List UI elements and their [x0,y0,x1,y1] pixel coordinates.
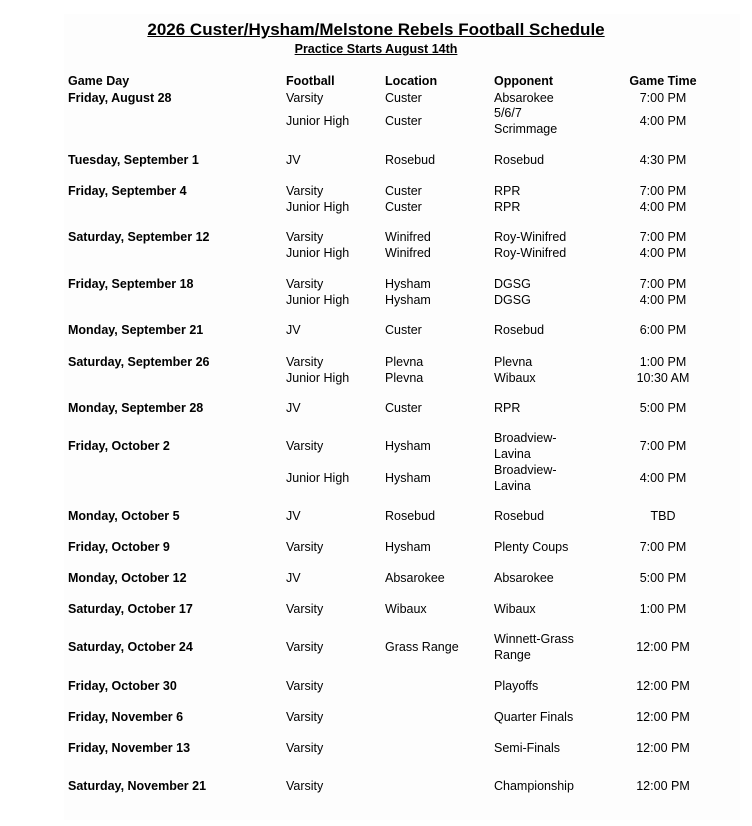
row-opponent: Winnett-Grass [494,632,574,646]
row-opponent: DGSG [494,293,531,307]
row-game-time: 5:00 PM [639,571,687,585]
row-game-time: 12:00 PM [636,741,690,755]
row-football-level: Varsity [286,640,324,654]
row-game-day: Monday, October 12 [68,571,187,585]
row-opponent-line2: Range [494,648,531,662]
row-location: Custer [385,200,422,214]
row-football-level: Varsity [286,540,324,554]
row-football-level: Junior High [286,293,350,307]
row-game-time: 4:00 PM [639,114,687,128]
row-football-level: Junior High [286,471,350,485]
row-opponent: 5/6/7 [494,106,522,120]
row-location: Wibaux [385,602,427,616]
row-game-day: Friday, October 9 [68,540,170,554]
row-location: Plevna [385,355,424,369]
row-opponent: RPR [494,401,521,415]
row-game-time: 4:00 PM [639,471,687,485]
row-football-level: JV [286,401,301,415]
row-football-level: Junior High [286,246,350,260]
row-location: Hysham [385,540,431,554]
header-location: Location [385,74,438,88]
row-game-day: Friday, October 2 [68,439,170,453]
row-game-day: Monday, September 28 [68,401,204,415]
row-game-time: 7:00 PM [639,91,687,105]
row-football-level: Varsity [286,679,324,693]
header-game-day: Game Day [68,74,130,88]
row-game-time: 4:00 PM [639,200,687,214]
row-opponent: Broadview- [494,463,557,477]
row-game-day: Friday, September 18 [68,277,194,291]
row-game-day: Monday, October 5 [68,509,180,523]
row-football-level: Varsity [286,602,324,616]
row-game-time: 1:00 PM [639,355,687,369]
header-game-time: Game Time [629,74,697,88]
row-football-level: Varsity [286,710,324,724]
row-opponent: Rosebud [494,509,545,523]
row-game-day: Saturday, September 12 [68,230,210,244]
row-game-time: 4:00 PM [639,246,687,260]
row-location: Rosebud [385,509,436,523]
row-location: Absarokee [385,571,445,585]
row-football-level: Junior High [286,114,350,128]
row-football-level: Junior High [286,200,350,214]
row-opponent: Semi-Finals [494,741,560,755]
row-football-level: JV [286,323,301,337]
row-opponent: Absarokee [494,91,554,105]
row-game-time: 12:00 PM [636,779,690,793]
row-game-time: 7:00 PM [639,277,687,291]
row-game-day: Tuesday, September 1 [68,153,199,167]
row-location: Rosebud [385,153,436,167]
row-opponent: Wibaux [494,602,536,616]
row-game-day: Friday, August 28 [68,91,172,105]
row-location: Custer [385,184,422,198]
row-game-time: 12:00 PM [636,679,690,693]
row-opponent: Quarter Finals [494,710,574,724]
row-game-day: Monday, September 21 [68,323,204,337]
row-location: Hysham [385,439,431,453]
row-opponent: Roy-Winifred [494,246,567,260]
row-game-time: 4:30 PM [639,153,687,167]
row-opponent: Absarokee [494,571,554,585]
row-football-level: JV [286,571,301,585]
row-game-time: 12:00 PM [636,710,690,724]
row-football-level: Varsity [286,741,324,755]
row-game-time: 5:00 PM [639,401,687,415]
row-game-time: 4:00 PM [639,293,687,307]
row-game-time: 7:00 PM [639,184,687,198]
header-opponent: Opponent [494,74,554,88]
row-game-time: 10:30 AM [636,371,690,385]
row-football-level: Varsity [286,91,324,105]
row-opponent: Roy-Winifred [494,230,567,244]
row-football-level: Varsity [286,184,324,198]
row-football-level: Varsity [286,779,324,793]
row-game-day: Friday, November 13 [68,741,191,755]
row-game-day: Friday, October 30 [68,679,177,693]
row-location: Hysham [385,471,431,485]
row-game-time: TBD [650,509,676,523]
page-subtitle: Practice Starts August 14th [294,42,458,56]
row-location: Hysham [385,277,431,291]
row-football-level: Varsity [286,439,324,453]
row-opponent: Wibaux [494,371,536,385]
row-opponent-line2: Lavina [494,479,531,493]
document-page [64,14,740,820]
row-opponent-line2: Lavina [494,447,531,461]
page-title: 2026 Custer/Hysham/Melstone Rebels Football Schedule [147,20,605,39]
row-location: Plevna [385,371,424,385]
row-location: Custer [385,114,422,128]
row-location: Hysham [385,293,431,307]
row-game-time: 12:00 PM [636,640,690,654]
row-game-time: 7:00 PM [639,540,687,554]
row-location: Custer [385,91,422,105]
row-opponent: Rosebud [494,153,545,167]
row-game-day: Saturday, September 26 [68,355,210,369]
row-game-day: Friday, September 4 [68,184,187,198]
row-location: Winifred [385,246,431,260]
row-football-level: Varsity [286,355,324,369]
row-opponent: DGSG [494,277,531,291]
row-location: Custer [385,323,422,337]
row-opponent: Plenty Coups [494,540,569,554]
row-opponent: RPR [494,200,521,214]
row-game-time: 7:00 PM [639,439,687,453]
row-opponent: Championship [494,779,574,793]
row-location: Custer [385,401,422,415]
row-game-day: Friday, November 6 [68,710,184,724]
row-football-level: JV [286,509,301,523]
row-football-level: Junior High [286,371,350,385]
row-football-level: Varsity [286,277,324,291]
row-game-day: Saturday, November 21 [68,779,207,793]
row-game-time: 1:00 PM [639,602,687,616]
header-football: Football [286,74,335,88]
row-opponent: Broadview- [494,431,557,445]
row-opponent: Rosebud [494,323,545,337]
row-opponent-line2: Scrimmage [494,122,558,136]
row-game-day: Saturday, October 24 [68,640,193,654]
row-location: Winifred [385,230,431,244]
row-opponent: RPR [494,184,521,198]
row-game-time: 6:00 PM [639,323,687,337]
row-opponent: Playoffs [494,679,539,693]
row-football-level: JV [286,153,301,167]
row-location: Grass Range [385,640,459,654]
row-game-day: Saturday, October 17 [68,602,193,616]
row-football-level: Varsity [286,230,324,244]
row-opponent: Plevna [494,355,533,369]
row-game-time: 7:00 PM [639,230,687,244]
